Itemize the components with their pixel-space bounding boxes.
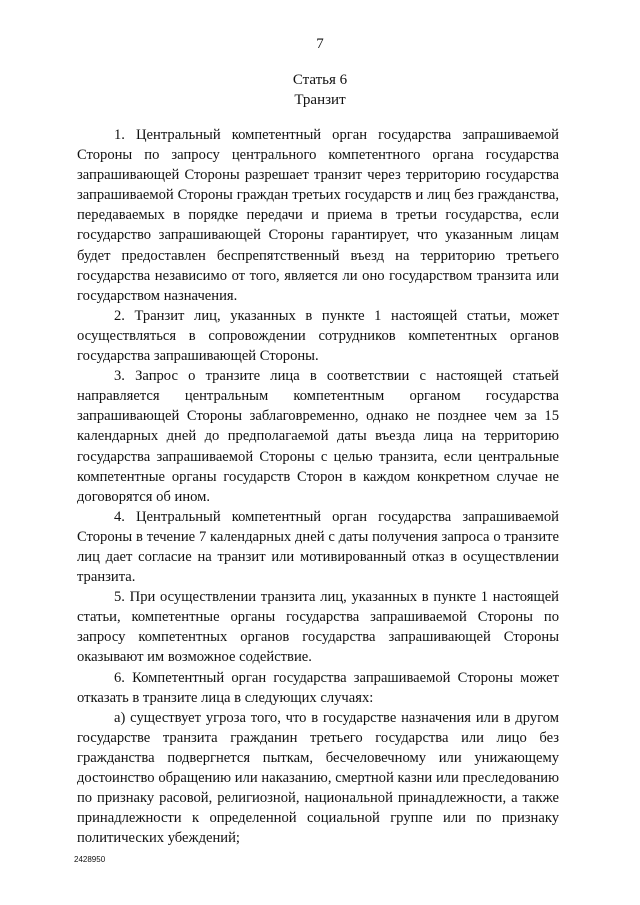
paragraph-6a: а) существует угроза того, что в государстве назначения или в другом государстве транзита гражданин третьего государства или лицо без гражданства подвергнется пыткам, бесчеловечному или унижающему достоинство обращению или наказанию, смертной казни или преследованию по признаку расовой, религиозной, национальной принадлежности, а также принадлежности к определенной социальной группе или по признаку политических убеждений; [77,709,559,847]
page-number: 7 [316,36,324,52]
article-body [77,125,559,848]
paragraph-2: 2. Транзит лиц, указанных в пункте 1 настоящей статьи, может осуществляться в сопровождении сотрудников компетентных органов государства запрашивающей Стороны. [77,307,559,365]
article-title: Транзит [294,92,346,108]
paragraph-3: 3. Запрос о транзите лица в соответствии с настоящей статьей направляется центральным компетентным органом государства запрашивающей Стороны заблаговременно, однако не позднее чем за 15 календарных дней до предполагаемой даты въезда лица на территорию государства запрашиваемой Стороны с целью транзита, если центральные компетентные органы государств Сторон в каждом конкретном случае не договорятся об ином. [77,368,559,505]
document-code: 2428950 [74,855,106,864]
paragraph-1: 1. Центральный компетентный орган государства запрашиваемой Стороны по запросу центрального компетентного органа государства запрашивающей Стороны разрешает транзит через территорию государства запрашиваемой Стороны граждан третьих государств и лиц без гражданства, передаваемых в порядке передачи и приема в третьи государства, если государство запрашивающей Стороны гарантирует, что указанным лицам будет предоставлен беспрепятственный въезд на территорию третьего государства независимо от того, является ли оно государством транзита или государством назначения. [77,127,559,304]
article-label: Статья 6 [292,72,348,88]
paragraph-5: 5. При осуществлении транзита лиц, указанных в пункте 1 настоящей статьи, компетентные органы государства запрашиваемой Стороны по запросу компетентных органов государства запрашивающей Стороны оказывают им возможное содействие. [77,589,559,666]
paragraph-6: 6. Компетентный орган государства запрашиваемой Стороны может отказать в транзите лица в следующих случаях: [77,669,559,706]
paragraph-4: 4. Центральный компетентный орган государства запрашиваемой Стороны в течение 7 календарных дней с даты получения запроса о транзите лиц дает согласие на транзит или мотивированный отказ в осуществлении транзита. [77,508,559,586]
